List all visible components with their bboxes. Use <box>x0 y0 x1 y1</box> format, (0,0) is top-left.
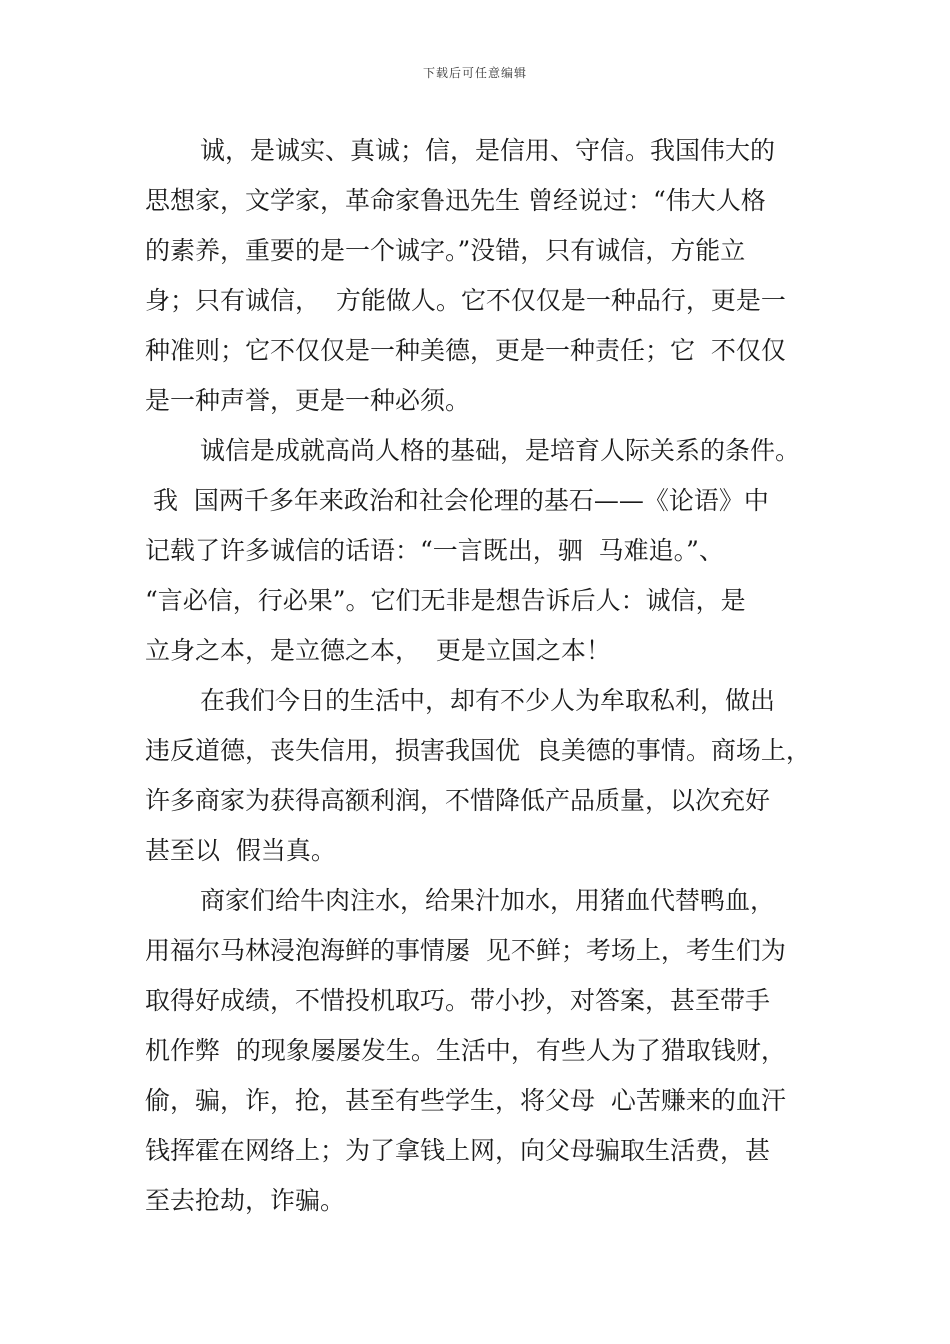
text-line: 取得好成绩，不惜投机取巧。带小抄，对答案，甚至带手 <box>145 986 771 1015</box>
text-line: 机作弊 的现象屡屡发生。生活中，有些人为了猎取钱财， <box>145 1036 786 1065</box>
text-line: 我 国两千多年来政治和社会伦理的基石——《论语》中 <box>145 486 769 515</box>
text-line: 思想家，文学家，革命家鲁迅先生 曾经说过：“伟大人格 <box>145 186 766 215</box>
text-line: 诚信是成就高尚人格的基础，是培育人际关系的条件。 <box>200 436 801 465</box>
text-line: 用福尔马林浸泡海鲜的事情屡 见不鲜；考场上，考生们为 <box>145 936 786 965</box>
text-line: 身；只有诚信， 方能做人。它不仅仅是一种品行，更是一 <box>145 286 786 315</box>
text-line: 在我们今日的生活中，却有不少人为牟取私利，做出 <box>200 686 776 715</box>
text-line: “言必信，行必果”。它们无非是想告诉后人：诚信，是 <box>145 586 746 615</box>
text-line: 是一种声誉，更是一种必须。 <box>145 386 471 415</box>
text-line: 偷，骗，诈，抢，甚至有些学生，将父母 心苦赚来的血汗 <box>145 1086 786 1115</box>
text-line: 甚至以 假当真。 <box>145 836 336 865</box>
text-line: 违反道德，丧失信用，损害我国优 良美德的事情。商场上， <box>145 736 811 765</box>
text-line: 立身之本，是立德之本， 更是立国之本！ <box>145 636 611 665</box>
text-line: 至去抢劫，诈骗。 <box>145 1186 346 1215</box>
text-line: 种准则；它不仅仅是一种美德，更是一种责任；它 不仅仅 <box>145 336 786 365</box>
text-line: 的素养，重要的是一个诚字。”没错，只有诚信，方能立 <box>145 236 746 265</box>
document-body <box>145 126 825 1226</box>
text-line: 记载了许多诚信的话语：“一言既出，驷 马难追。”、 <box>145 536 724 565</box>
text-line: 商家们给牛肉注水，给果汁加水，用猪血代替鸭血， <box>200 886 776 915</box>
text-line: 诚，是诚实、真诚；信，是信用、守信。我国伟大的 <box>200 136 776 165</box>
page-header: 下载后可任意编辑 <box>422 66 527 80</box>
text-line: 钱挥霍在网络上；为了拿钱上网，向父母骗取生活费，甚 <box>145 1136 771 1165</box>
text-line: 许多商家为获得高额利润，不惜降低产品质量，以次充好 <box>145 786 771 815</box>
